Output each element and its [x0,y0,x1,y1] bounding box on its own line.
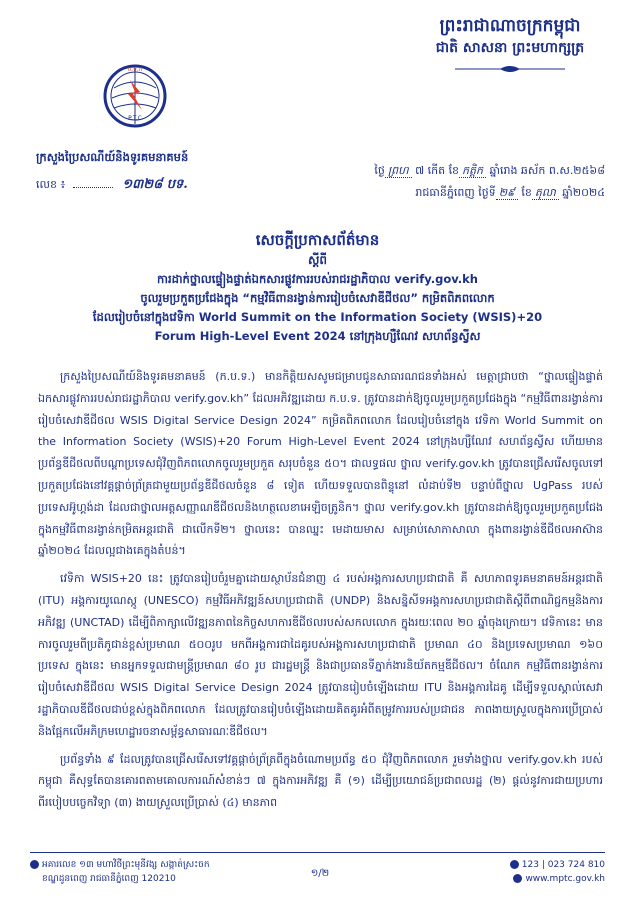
paragraph-2: វេទិកា WSIS+20 នេះ ត្រូវបានរៀបចំរួមគ្នាដោយស្ថាប័នជំនាញ ៤ របស់អង្គការសហប្រជាជាតិ គឺ សហភាពទូរគមនាគមន៍អន្តរជាតិ (ITU) អង្គការយូណេស្កូ (UNESCO) កម្មវិធីអភិវឌ្ឍន៍សហប្រជាជាតិ (UNDP) និងសន្និសីទអង្គការសហប្រជាជាតិស្តីពីពាណិជ្ជកម្មនិងការអភិវឌ្ឍ (UNCTAD) ដើម្បីពិភាក្សាលើវឌ្ឍនភាពនៃកិច្ចសហការឌីជីថលរបស់សកលលោក ក្នុងរយៈពេល ២០ ឆ្នាំចុងក្រោយ។ វេទិកានេះ មានការចូលរួមពីប្រតិភូជាន់ខ្ពស់ប្រមាណ ៥០០រូប មកពីអង្គការជាដៃគូរបស់អង្គការសហប្រជាជាតិ ប្រមាណ ៤០ និងប្រទេសប្រមាណ ១៦០ ប្រទេស ក្នុងនេះ មានអ្នកទទួលជាមន្ត្រីប្រមាណ ៨០ រូប ជារដ្ឋមន្ត្រី និងជាប្រធានទីភ្នាក់ងារនិយ័តកម្មឌីជីថល។ ចំណែក កម្មវិធីពានរង្វាន់ការរៀបចំសេវាឌីជីថល WSIS Digital Service Design 2024 ត្រូវបានរៀបចំឡើងដោយ ITU និងអង្គការដៃគូ ដើម្បីទទួលស្គាល់សេវារដ្ឋាភិបាលឌីជីថលជាប់ខ្ពស់ក្នុងពិភពលោក ដែលត្រូវបានរៀបចំឡើងដោយគិតគូរអំពីតម្រូវការរបស់ប្រជាជន ភាពងាយស្រួលក្នុងការប្រើប្រាស់ និងផ្អែកលើអភិក្រមហេដ្ឋារចនាសម្ព័ន្ធសាធារណៈឌីជីថល។ [38,572,603,738]
footer-address: អគារលេខ ១៣ មហាវិថីព្រះមុនីវង្ស សង្កាត់ស្រះចក ខណ្ឌដូនពេញ រាជធានីភ្នំពេញ 120210 [30,858,270,886]
title-line-2: ស្ដីពី [307,253,328,267]
location-icon [30,860,39,869]
document-date [300,160,605,204]
dotted-line [73,187,113,188]
reference-value: ១៣២៨ បទ. [122,177,188,192]
body-text [38,366,603,820]
kingdom-header [395,14,625,77]
lunar-date-line: ថ្ងៃ ព្រហ ៧ កើត ខែ កត្តិក ឆ្នាំរោង ឆស័ក ព.ស.២៥៦៨ [374,164,605,177]
svg-text:ប.ទ.ក: ប.ទ.ក [127,66,143,73]
title-line-4: ចូលរួមប្រកួតប្រជែងក្នុង “កម្មវិធីពានរង្វាន់ការរៀបចំសេវាឌីជីថល” កម្រិតពិភពលោក [140,291,495,305]
globe-icon [513,874,522,883]
phone-icon [510,860,519,869]
reference-label: លេខ ៖ [36,178,66,191]
svg-text:P.T.C: P.T.C [128,115,142,122]
reference-number [36,176,188,195]
ministry-name: ក្រសួងប្រៃសណីយ៍និងទូរគមនាគមន៍ [36,150,189,164]
national-motto: ជាតិ សាសនា ព្រះមហាក្សត្រ [435,40,585,56]
ornament-divider-icon [455,65,565,73]
press-release-title [40,230,595,346]
footer-contact: 123 | 023 724 810 www.mptc.gov.kh [455,858,605,886]
ministry-logo-icon [100,58,170,142]
solar-date-line: រាជធានីភ្នំពេញ ថ្ងៃទី ២៩ ខែ តុលា ឆ្នាំ២០២៤ [415,186,605,199]
title-line-1: សេចក្ដីប្រកាសព័ត៌មាន [255,231,380,249]
website-link[interactable]: www.mptc.gov.kh [525,874,605,884]
kingdom-name: ព្រះរាជាណាចក្រកម្ពុជា [439,16,581,36]
title-line-6: Forum High-Level Event 2024 នៅក្រុងហ្សឺណែវ សហព័ន្ធស្វីស [154,329,481,343]
paragraph-3: ប្រព័ន្ធទាំង ៩ ដែលត្រូវបានជ្រើសរើសទៅវគ្គផ្ដាច់ព្រ័ត្រពីក្នុងចំណោមប្រព័ន្ធ ៥០ ជុំវិញពិភពលោក រួមទាំងថ្នាល verify.gov.kh របស់កម្ពុជា គឺសុទ្ធតែបានគោរពតាមគោលការណ៍សំខាន់ៗ ៧ ក្នុងការអភិវឌ្ឍ គឺ (១) ដើម្បីប្រយោជន៍ប្រជាពលរដ្ឋ (២) ផ្ដល់នូវការជាយប្រហារពីរបៀបបច្ចេកវិទ្យា (៣) ងាយស្រួលប្រើប្រាស់ (៤) មានភាព [38,752,603,810]
paragraph-1: ក្រសួងប្រៃសណីយ៍និងទូរគមនាគមន៍ (ក.ប.ទ.) មានកិត្តិយសសូមជម្រាបជូនសាធារណជនទាំងអស់ មេត្តាជ្រាបថា “ថ្នាលផ្ទៀងផ្ទាត់ឯកសារផ្លូវការរបស់រាជរដ្ឋាភិបាល verify.gov.kh” ដែលអភិវឌ្ឍដោយ ក.ប.ទ. ត្រូវបានដាក់ឱ្យចូលរួមប្រកួតប្រជែងក្នុង “កម្មវិធីពានរង្វាន់ការរៀបចំសេវាឌីជីថល WSIS Digital Service Design 2024” កម្រិតពិភពលោក ដែលរៀបចំនៅក្នុង វេទិកា World Summit on the Information Society (WSIS)+20 Forum High-Level Event 2024 នៅក្រុងហ្សឺណែវ សហព័ន្ធស្វីស ហើយមានប្រព័ន្ធឌីជីថលពីបណ្ដាប្រទេសជុំវិញពិភពលោកចូលរួមប្រកួត សរុបចំនួន ៥០។ ជាលទ្ធផល ថ្នាល verify.gov.kh ត្រូវបានជ្រើសរើសចូលទៅប្រកួតប្រជែងនៅវគ្គផ្ដាច់ព្រ័ត្រជាមួយប្រព័ន្ធឌីជីថលចំនួន ៨ ទៀត ហើយទទួលបានពិន្ទុនៅ លំដាប់ទី២ បន្ទាប់ពីថ្នាល UgPass របស់ប្រទេសអ៊ូហ្គង់ដា ដែលជាថ្នាលអត្តសញ្ញាណឌីជីថលនិងហត្ថលេខាអេឡិចត្រូនិក។ ថ្នាល verify.gov.kh ត្រូវបានដាក់ឱ្យចូលរួមប្រកួតប្រជែងក្នុងកម្មវិធីពានរង្វាន់កម្រិតអន្តរជាតិ ជាលើកទី២។ ថ្នាលនេះ បានឈ្នះ មេដាយមាស សម្រាប់សោភាសាលា ក្នុងពានរង្វាន់ឌីជីថលអាស៊ានឆ្នាំ២០២៤ ដែលល្អជាងគេក្នុងតំបន់។ [38,370,603,558]
footer-divider [30,852,605,853]
title-line-3: ការដាក់ថ្នាលផ្ទៀងផ្ទាត់ឯកសារផ្លូវការរបស់រាជរដ្ឋាភិបាល verify.gov.kh [157,272,478,286]
page-number: ១/២ [310,868,330,879]
title-line-5: ដែលរៀបចំនៅក្នុងវេទិកា World Summit on the Information Society (WSIS)+20 [92,310,543,324]
